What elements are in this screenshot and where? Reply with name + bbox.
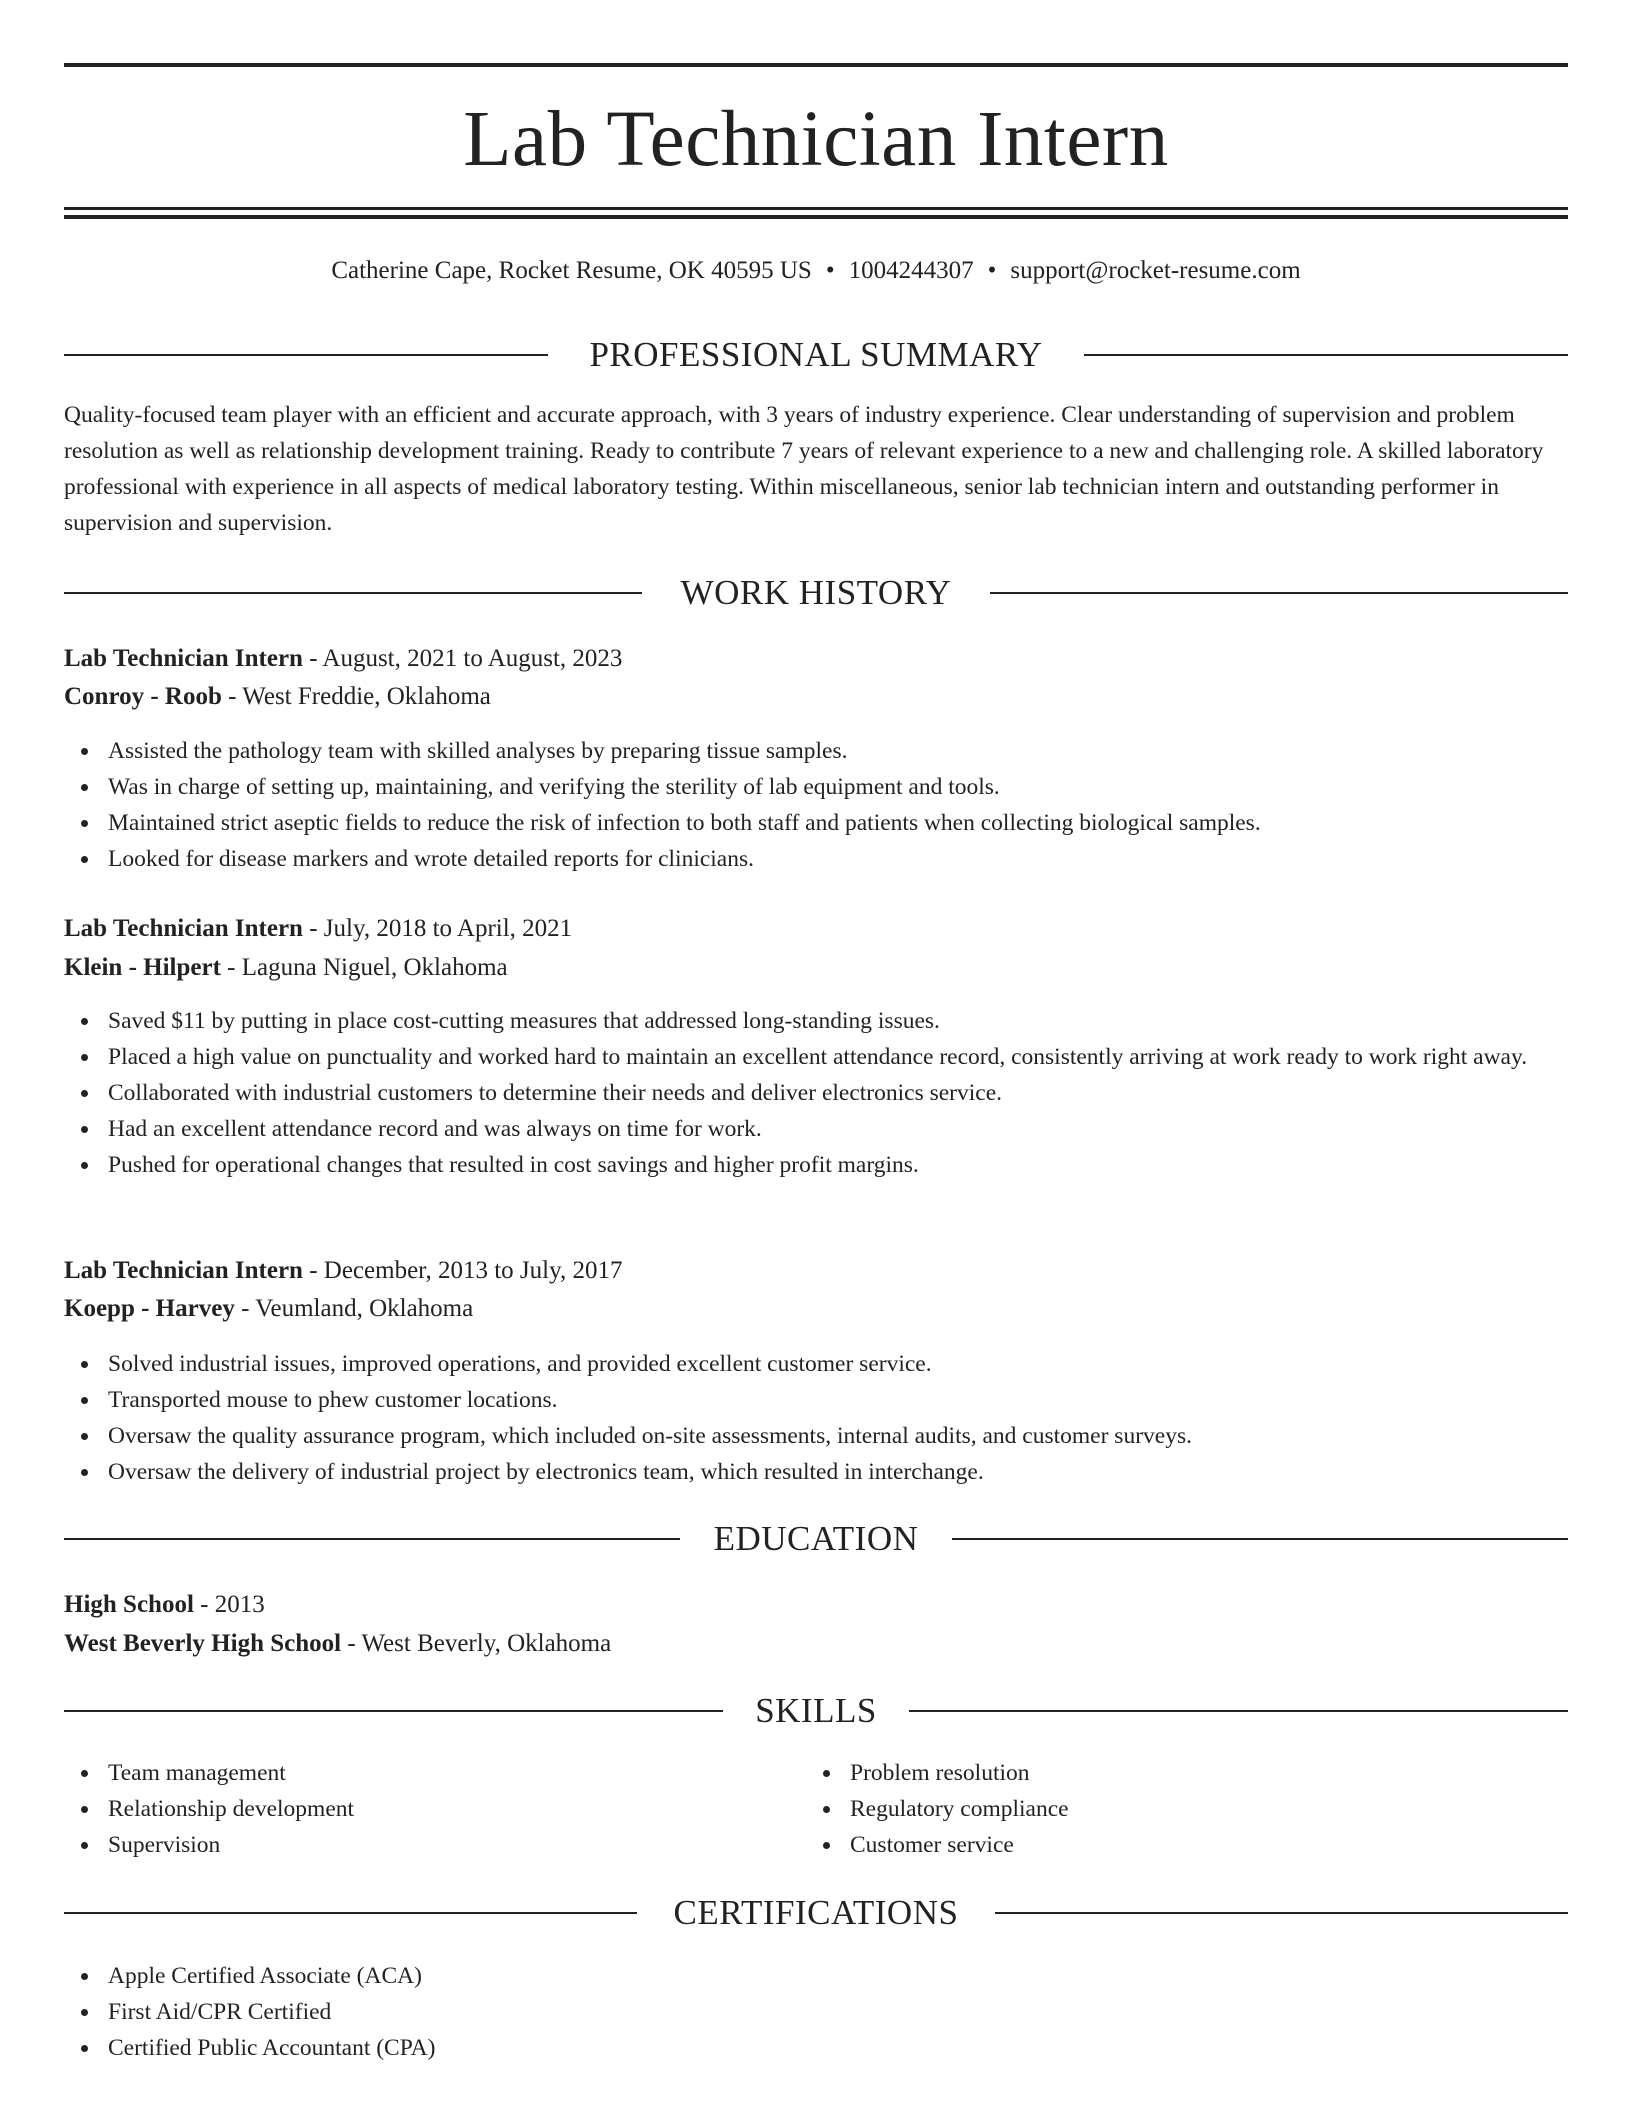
job-company: Koepp - Harvey [64,1295,235,1322]
job-location: - Laguna Niguel, Oklahoma [220,954,508,981]
education-school-line [64,1625,1568,1663]
list-item: Regulatory compliance [806,1791,1632,1827]
summary-text: Quality-focused team player with an efficient and accurate approach, with 3 years of industry experience. Clear understanding of supervision and problem resolution as well as relationship development training. Ready to contribute 7 years of relevant experience to a new and challenging role. A skilled laboratory professional with experience in all aspects of medical laboratory testing. Within miscellaneous, senior lab technician intern and outstanding performer in supervision and supervision. [64,402,1544,536]
job-title-line [64,640,1568,678]
list-item: Had an excellent attendance record and was always on time for work. [64,1111,1568,1147]
list-item: Pushed for operational changes that resulted in cost savings and higher profit margins. [64,1147,1568,1183]
job-title-line [64,1252,1568,1290]
section-heading-skills [64,1689,1568,1733]
job-bullet-list [64,733,1568,877]
job-company-line [64,949,1568,987]
section-title: SKILLS [755,1691,877,1730]
job-company: Klein - Hilpert [64,954,221,981]
job-title-line [64,910,1568,948]
job-dates: - July, 2018 to April, 2021 [302,915,573,942]
job-bullet-list [64,1346,1568,1490]
list-item: Maintained strict aseptic fields to reduce the risk of infection to both staff and patients when collecting biological samples. [64,805,1568,841]
skills-list-right [806,1755,1632,1863]
list-item: Apple Certified Associate (ACA) [64,1958,1568,1994]
list-item: Collaborated with industrial customers to determine their needs and deliver electronics service. [64,1075,1568,1111]
job-title: Lab Technician Intern [64,915,303,942]
list-item: Was in charge of setting up, maintaining, and verifying the sterility of lab equipment and tools. [64,769,1568,805]
list-item: Customer service [806,1827,1632,1863]
contact-email[interactable]: support@rocket-resume.com [1010,257,1301,284]
list-item: Problem resolution [806,1755,1632,1791]
education-degree-line [64,1586,1568,1624]
header-double-rule-lower [64,215,1568,219]
list-item: Looked for disease markers and wrote detailed reports for clinicians. [64,841,1568,877]
header-top-rule [64,63,1568,67]
section-title: PROFESSIONAL SUMMARY [589,335,1043,374]
job-company-line [64,1290,1568,1328]
contact-address: Catherine Cape, Rocket Resume, OK 40595 US [331,257,812,284]
section-heading-certifications [64,1891,1568,1935]
contact-line [64,254,1568,288]
contact-separator: • [825,257,835,284]
job-company: Conroy - Roob [64,683,222,710]
list-item: Certified Public Accountant (CPA) [64,2030,1568,2066]
list-item: Transported mouse to phew customer locations. [64,1382,1568,1418]
job-dates: - December, 2013 to July, 2017 [302,1257,623,1284]
section-title: WORK HISTORY [680,573,952,612]
education-year: - 2013 [193,1591,265,1618]
section-title: EDUCATION [713,1519,919,1558]
job-company-line [64,678,1568,716]
section-heading-summary [64,333,1568,377]
list-item: Saved $11 by putting in place cost-cutting measures that addressed long-standing issues. [64,1003,1568,1039]
header-double-rule-upper [64,207,1568,210]
certifications-list [64,1958,1568,2066]
education-school: West Beverly High School [64,1630,342,1657]
job-title: Lab Technician Intern [64,645,303,672]
list-item: Solved industrial issues, improved operations, and provided excellent customer service. [64,1346,1568,1382]
job-dates: - August, 2021 to August, 2023 [302,645,623,672]
list-item: Relationship development [64,1791,1568,1827]
section-title: CERTIFICATIONS [673,1893,959,1932]
list-item: Oversaw the delivery of industrial project by electronics team, which resulted in interchange. [64,1454,1568,1490]
list-item: Placed a high value on punctuality and worked hard to maintain an excellent attendance record, consistently arriving at work ready to work right away. [64,1039,1568,1075]
job-location: - Veumland, Oklahoma [234,1295,474,1322]
contact-phone: 1004244307 [848,257,974,284]
education-location: - West Beverly, Oklahoma [341,1630,612,1657]
list-item: Assisted the pathology team with skilled analyses by preparing tissue samples. [64,733,1568,769]
list-item: Team management [64,1755,1568,1791]
job-title: Lab Technician Intern [64,1257,303,1284]
section-heading-education [64,1517,1568,1561]
education-degree: High School [64,1591,194,1618]
section-heading-work-history [64,571,1568,615]
job-bullet-list [64,1003,1568,1183]
resume-title: Lab Technician Intern [463,96,1169,183]
job-location: - West Freddie, Oklahoma [221,683,491,710]
contact-separator: • [987,257,997,284]
list-item: Supervision [64,1827,1568,1863]
list-item: Oversaw the quality assurance program, which included on-site assessments, internal audits, and customer surveys. [64,1418,1568,1454]
list-item: First Aid/CPR Certified [64,1994,1568,2030]
